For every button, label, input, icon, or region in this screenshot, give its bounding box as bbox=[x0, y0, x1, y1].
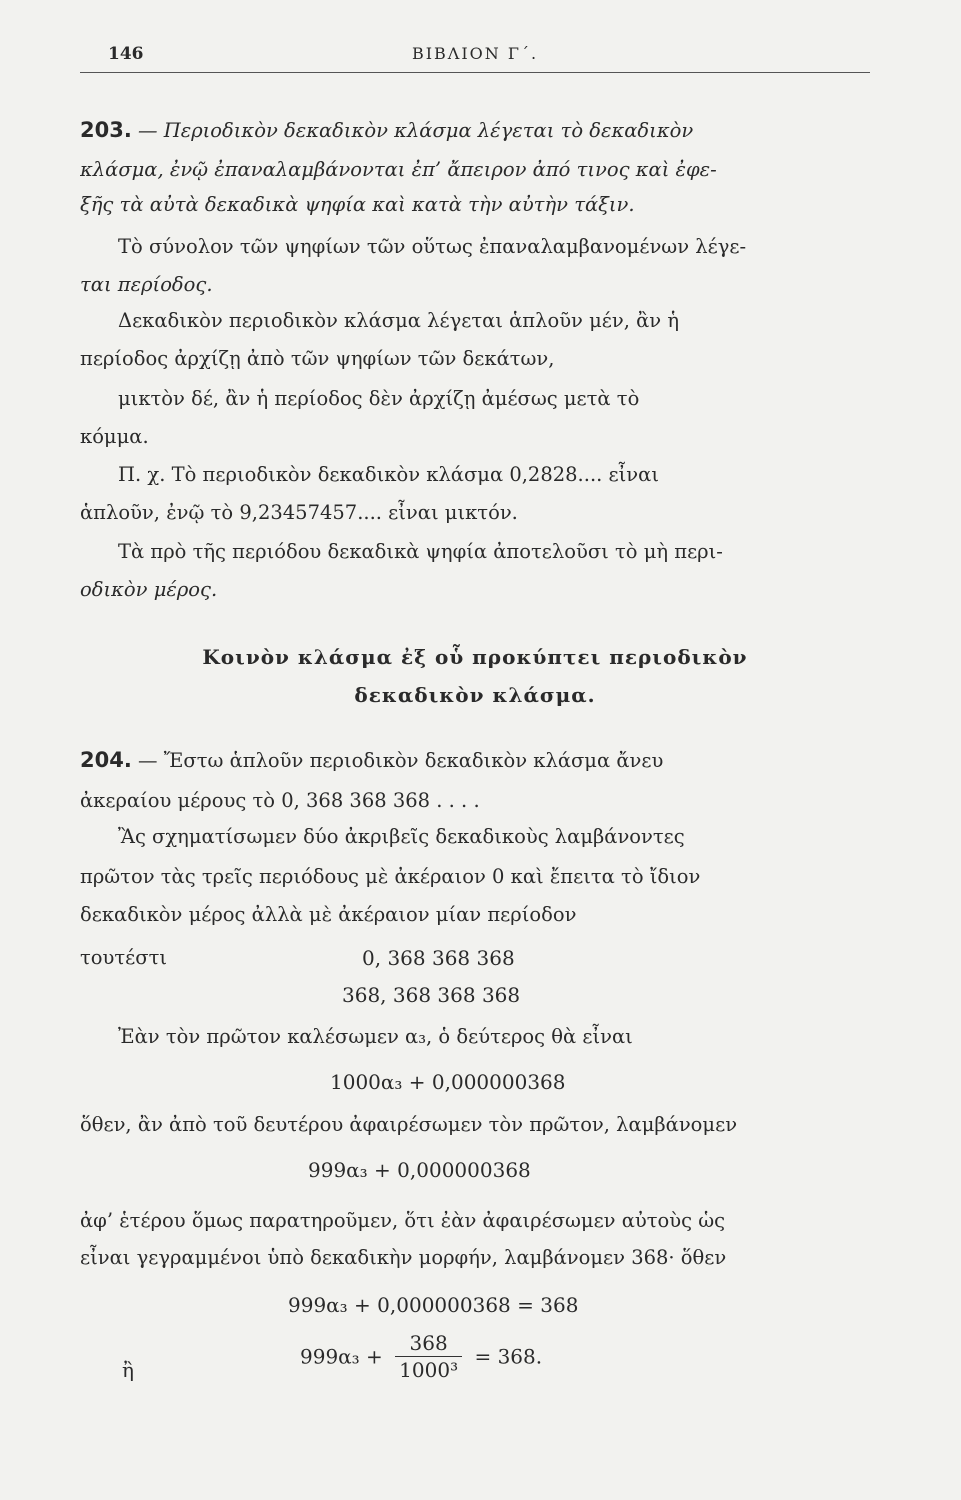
s203-para2-line-1: Τὸ σύνολον τῶν ψηφίων τῶν οὕτως ἐπαναλαμβανομένων λέγε- bbox=[118, 235, 747, 258]
equation-d: 999α₃ + 0,000000368 bbox=[308, 1158, 531, 1182]
section-heading-line-1: Κοινὸν κλάσμα ἐξ οὗ προκύπτει περιοδικὸν bbox=[202, 645, 748, 669]
equation-f bbox=[300, 1330, 542, 1383]
s204-line-8: ὅθεν, ἂν ἀπὸ τοῦ δευτέρου ἀφαιρέσωμεν τὸν πρῶτον, λαμβάνομεν bbox=[80, 1113, 738, 1136]
s203-para3-line-1: Δεκαδικὸν περιοδικὸν κλάσμα λέγεται ἁπλοῦν μέν, ἂν ἡ bbox=[118, 309, 680, 332]
s203-line-1 bbox=[80, 115, 870, 146]
equation-f-denominator: 1000³ bbox=[399, 1358, 459, 1382]
equation-b: 368, 368 368 368 bbox=[342, 983, 521, 1007]
s204-line-3: Ἂς σχηματίσωμεν δύο ἀκριβεῖς δεκαδικοὺς λαμβάνοντες bbox=[118, 825, 685, 848]
equation-e: 999α₃ + 0,000000368 = 368 bbox=[288, 1293, 579, 1317]
s204-line-2: ἀκεραίου μέρους τὸ 0, 368 368 368 . . . . bbox=[80, 789, 480, 812]
running-title: ΒΙΒΛΙΟΝ Γ΄. bbox=[411, 44, 539, 63]
s203-para3-line-4: κόμμα. bbox=[80, 425, 149, 448]
s204-intro: — Ἔστω ἁπλοῦν περιοδικὸν δεκαδικὸν κλάσμα ἄνευ bbox=[138, 749, 664, 772]
equation-a: 0, 368 368 368 bbox=[362, 946, 515, 970]
s203-para3-line-2: περίοδος ἀρχίζῃ ἀπὸ τῶν ψηφίων τῶν δεκάτων, bbox=[80, 347, 555, 370]
s203-example-line-2: ἁπλοῦν, ἐνῷ τὸ 9,23457457.... εἶναι μικτόν. bbox=[80, 501, 518, 524]
section-heading-line-2: δεκαδικὸν κλάσμα. bbox=[354, 683, 596, 707]
s203-definition-start: — Περιοδικὸν δεκαδικὸν κλάσμα λέγεται τὸ δεκαδικὸν bbox=[138, 119, 694, 142]
or-word: ἢ bbox=[122, 1358, 134, 1382]
s203-line-2: κλάσμα, ἐνῷ ἐπαναλαμβάνονται ἐπ’ ἄπειρον ἀπό τινος καὶ ἐφε- bbox=[80, 158, 717, 181]
s204-line-9: ἀφ’ ἑτέρου ὅμως παρατηροῦμεν, ὅτι ἐὰν ἀφαιρέσωμεν αὐτοὺς ὡς bbox=[80, 1209, 726, 1232]
equation-f-left: 999α₃ + bbox=[300, 1344, 383, 1369]
s203-example-line-1: Π. χ. Τὸ περιοδικὸν δεκαδικὸν κλάσμα 0,2828.... εἶναι bbox=[118, 463, 659, 486]
s204-line-1 bbox=[80, 745, 870, 776]
s203-para5-line-2: οδικὸν μέρος. bbox=[80, 578, 218, 601]
s203-para3-line-3: μικτὸν δέ, ἂν ἡ περίοδος δὲν ἀρχίζῃ ἀμέσως μετὰ τὸ bbox=[118, 387, 640, 410]
page-number: 146 bbox=[108, 44, 144, 64]
s204-line-7: Ἐὰν τὸν πρῶτον καλέσωμεν α₃, ὁ δεύτερος θὰ εἶναι bbox=[118, 1025, 633, 1048]
s204-line-5: δεκαδικὸν μέρος ἀλλὰ μὲ ἀκέραιον μίαν περίοδον bbox=[80, 903, 577, 926]
s204-line-4: πρῶτον τὰς τρεῖς περιόδους μὲ ἀκέραιον 0 καὶ ἔπειτα τὸ ἴδιον bbox=[80, 865, 701, 888]
section-number-204: 204. bbox=[80, 748, 132, 772]
equation-f-fraction bbox=[395, 1330, 462, 1383]
equation-f-right: = 368. bbox=[474, 1344, 543, 1369]
page-header bbox=[80, 40, 870, 73]
s204-line-10: εἶναι γεγραμμένοι ὑπὸ δεκαδικὴν μορφήν, λαμβάνομεν 368· ὅθεν bbox=[80, 1246, 727, 1269]
s203-line-3: ξῆς τὰ αὐτὰ δεκαδικὰ ψηφία καὶ κατὰ τὴν αὐτὴν τάξιν. bbox=[80, 193, 635, 216]
equation-c: 1000α₃ + 0,000000368 bbox=[330, 1070, 566, 1094]
section-number-203: 203. bbox=[80, 118, 132, 142]
s203-para2-line-2: ται περίοδος. bbox=[80, 273, 213, 296]
s204-that-is-label: τουτέστι bbox=[80, 946, 168, 969]
s203-para5-line-1: Τὰ πρὸ τῆς περιόδου δεκαδικὰ ψηφία ἀποτελοῦσι τὸ μὴ περι- bbox=[118, 540, 723, 563]
equation-f-numerator: 368 bbox=[395, 1330, 462, 1357]
